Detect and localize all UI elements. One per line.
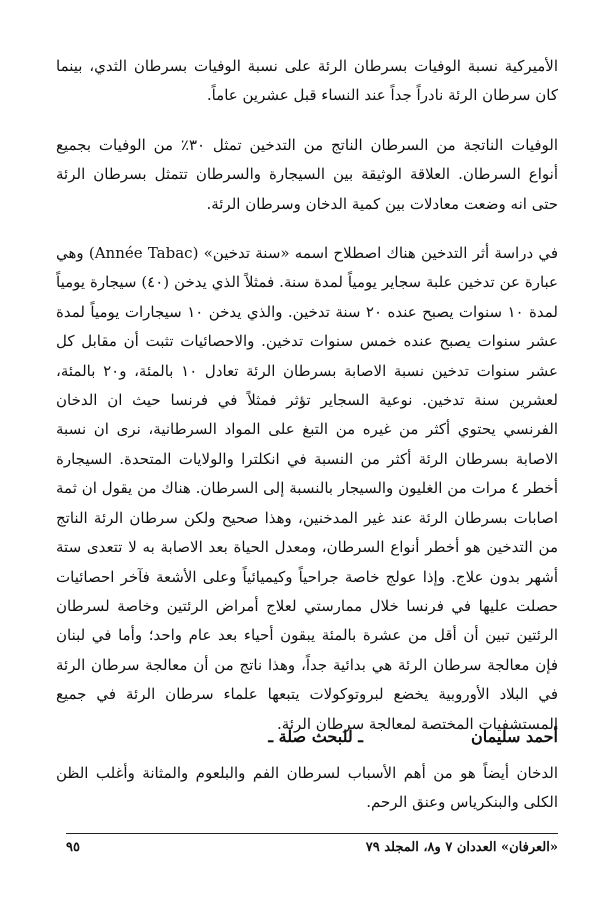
paragraph-2: الوفيات الناتجة من السرطان الناتج من التدخين تمثل ٣٠٪ من الوفيات بجميع أنواع السرطان. العلاقة الوثيقة بين السيجارة والسرطان تتمثل بسرطان الرئة حتى انه وضعت معادلات بين كمية الدخان وسرطان الرئة. <box>56 135 559 213</box>
paragraph-4: الدخان أيضاً هو من أهم الأسباب لسرطان الفم والبلعوم والمثانة وأغلب الظن الكلى والبنكرياس وعنق الرحم. <box>56 763 558 812</box>
paragraph-1: الأميركية نسبة الوفيات بسرطان الرئة على نسبة الوفيات بسرطان الثدي، بينما كان سرطان الرئة نادراً جداً عند النساء قبل عشرين عاماً. <box>56 57 558 105</box>
to-be-continued: ـ للبحث صلة ـ <box>268 727 363 746</box>
footer-divider <box>66 833 558 834</box>
author-name: أحمد سليمان <box>471 727 558 746</box>
paragraph-3: في دراسة أثر التدخين هناك اصطلاح اسمه «سنة تدخين» (Année Tabac) وهي عبارة عن تدخين علبة سجاير يومياً لمدة سنة. فمثلاً الذي يدخن (٤٠) سيجارة يومياً لمدة ١٠ سنوات يصبح عنده ٢٠ سنة تدخين. والذي يدخن ١٠ سيجارات يومياً لمدة عشر سنوات يصبح عنده خمس سنوات تدخين. والاحصائيات تثبت أن مقابل كل عشر سنوات تدخين نسبة الاصابة بسرطان الرئة تعادل ١٠ بالمئة، و٢٠ بالمئة، لعشرين سنة تدخين. نوعية السجاير تؤثر فمثلاً في فرنسا حيث ان الدخان الفرنسي يحتوي أكثر من غيره من التبغ على المواد السرطانية، نرى ان نسبة الاصابة بسرطان الرئة أكثر من النسبة في انكلترا والولايات المتحدة. السيجارة أخطر ٤ مرات من الغليون والسيجار بالنسبة إلى السرطان. هناك من يقول ان ثمة اصابات بسرطان الرئة عند غير المدخنين، وهذا صحيح ولكن سرطان الرئة الناتج من التدخين هو أخطر أنواع السرطان، ومعدل الحياة بعد الاصابة به لا تتعدى ستة أشهر بدون علاج. وإذا عولج خاصة جراحياً وكيميائياً وعلى الأشعة فآخر احصائيات حصلت عليها في فرنسا خلال ممارستي لعلاج أمراض الرئتين وخاصة لسرطان الرئتين تبين أن أقل من عشرة بالمئة يبقون أحياء بعد عام واحد؛ وأما في لبنان فإن معالجة سرطان الرئة هي بدائية جداً، وهذا ناتج من أن معالجة سرطان الرئة في البلاد الأوروبية يخضع لبروتوكولات يتبعها علماء سرطان الرئة في جميع المستشفيات المختصة لمعالجة سرطان الرئة. <box>56 244 559 733</box>
signature-row <box>66 727 558 757</box>
page-footer <box>66 840 558 864</box>
page-number: ٩٥ <box>66 840 80 855</box>
journal-citation: «العرفان» العددان ٧ و٨، المجلد ٧٩ <box>365 840 558 855</box>
article-body <box>56 52 558 838</box>
